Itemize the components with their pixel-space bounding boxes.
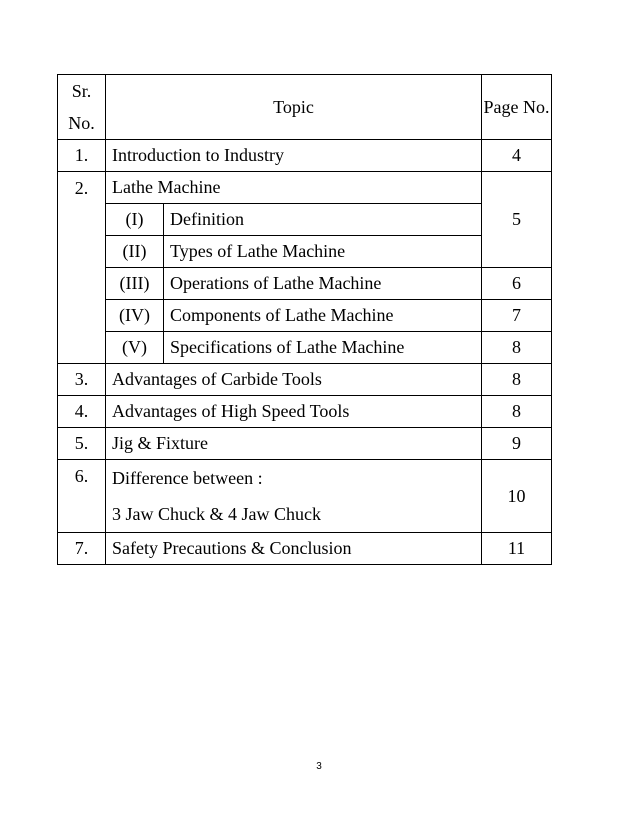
- row-topic: Jig & Fixture: [106, 428, 482, 460]
- table-header-row: [58, 75, 552, 140]
- sub-row-topic: Definition: [164, 204, 482, 236]
- row-page: 10: [482, 460, 552, 533]
- row-topic: Lathe Machine: [106, 172, 482, 204]
- table-row: [58, 364, 552, 396]
- sub-row-topic: Types of Lathe Machine: [164, 236, 482, 268]
- sub-row: [58, 268, 552, 300]
- sub-row-page: 8: [482, 332, 552, 364]
- row-page: 4: [482, 140, 552, 172]
- row-topic: Advantages of Carbide Tools: [106, 364, 482, 396]
- table-row: [58, 533, 552, 565]
- row-sr: 4.: [58, 396, 106, 428]
- row-sr: 5.: [58, 428, 106, 460]
- row-sr: 6.: [58, 460, 106, 533]
- page-number: 3: [316, 761, 322, 772]
- sub-row-number: (V): [106, 332, 164, 364]
- row-page: 11: [482, 533, 552, 565]
- table-row: [58, 460, 552, 533]
- row-sr: 7.: [58, 533, 106, 565]
- row-page: 8: [482, 364, 552, 396]
- row-topic: Introduction to Industry: [106, 140, 482, 172]
- sub-row-number: (II): [106, 236, 164, 268]
- sub-row-topic: Specifications of Lathe Machine: [164, 332, 482, 364]
- header-page-no: Page No.: [482, 75, 552, 140]
- sub-row: [58, 204, 552, 236]
- row-topic: Advantages of High Speed Tools: [106, 396, 482, 428]
- row-topic: Difference between : 3 Jaw Chuck & 4 Jaw Chuck: [106, 460, 482, 533]
- sub-row-number: (III): [106, 268, 164, 300]
- sub-row: [58, 300, 552, 332]
- table-row: [58, 140, 552, 172]
- sub-row-topic: Components of Lathe Machine: [164, 300, 482, 332]
- sub-row-topic: Operations of Lathe Machine: [164, 268, 482, 300]
- sub-row: [58, 236, 552, 268]
- row-page: 9: [482, 428, 552, 460]
- row-page: 8: [482, 396, 552, 428]
- row-sr: 1.: [58, 140, 106, 172]
- row-page: 5: [482, 172, 552, 268]
- row-sr: 2.: [58, 172, 106, 364]
- table-row: [58, 428, 552, 460]
- table-row: [58, 172, 552, 204]
- header-sr-no: Sr. No.: [58, 75, 106, 140]
- sub-row-number: (I): [106, 204, 164, 236]
- sub-row: [58, 332, 552, 364]
- row-sr: 3.: [58, 364, 106, 396]
- sub-row-page: 6: [482, 268, 552, 300]
- header-topic: Topic: [106, 75, 482, 140]
- table-of-contents: [57, 74, 552, 565]
- row-topic: Safety Precautions & Conclusion: [106, 533, 482, 565]
- table-row: [58, 396, 552, 428]
- sub-row-number: (IV): [106, 300, 164, 332]
- sub-row-page: 7: [482, 300, 552, 332]
